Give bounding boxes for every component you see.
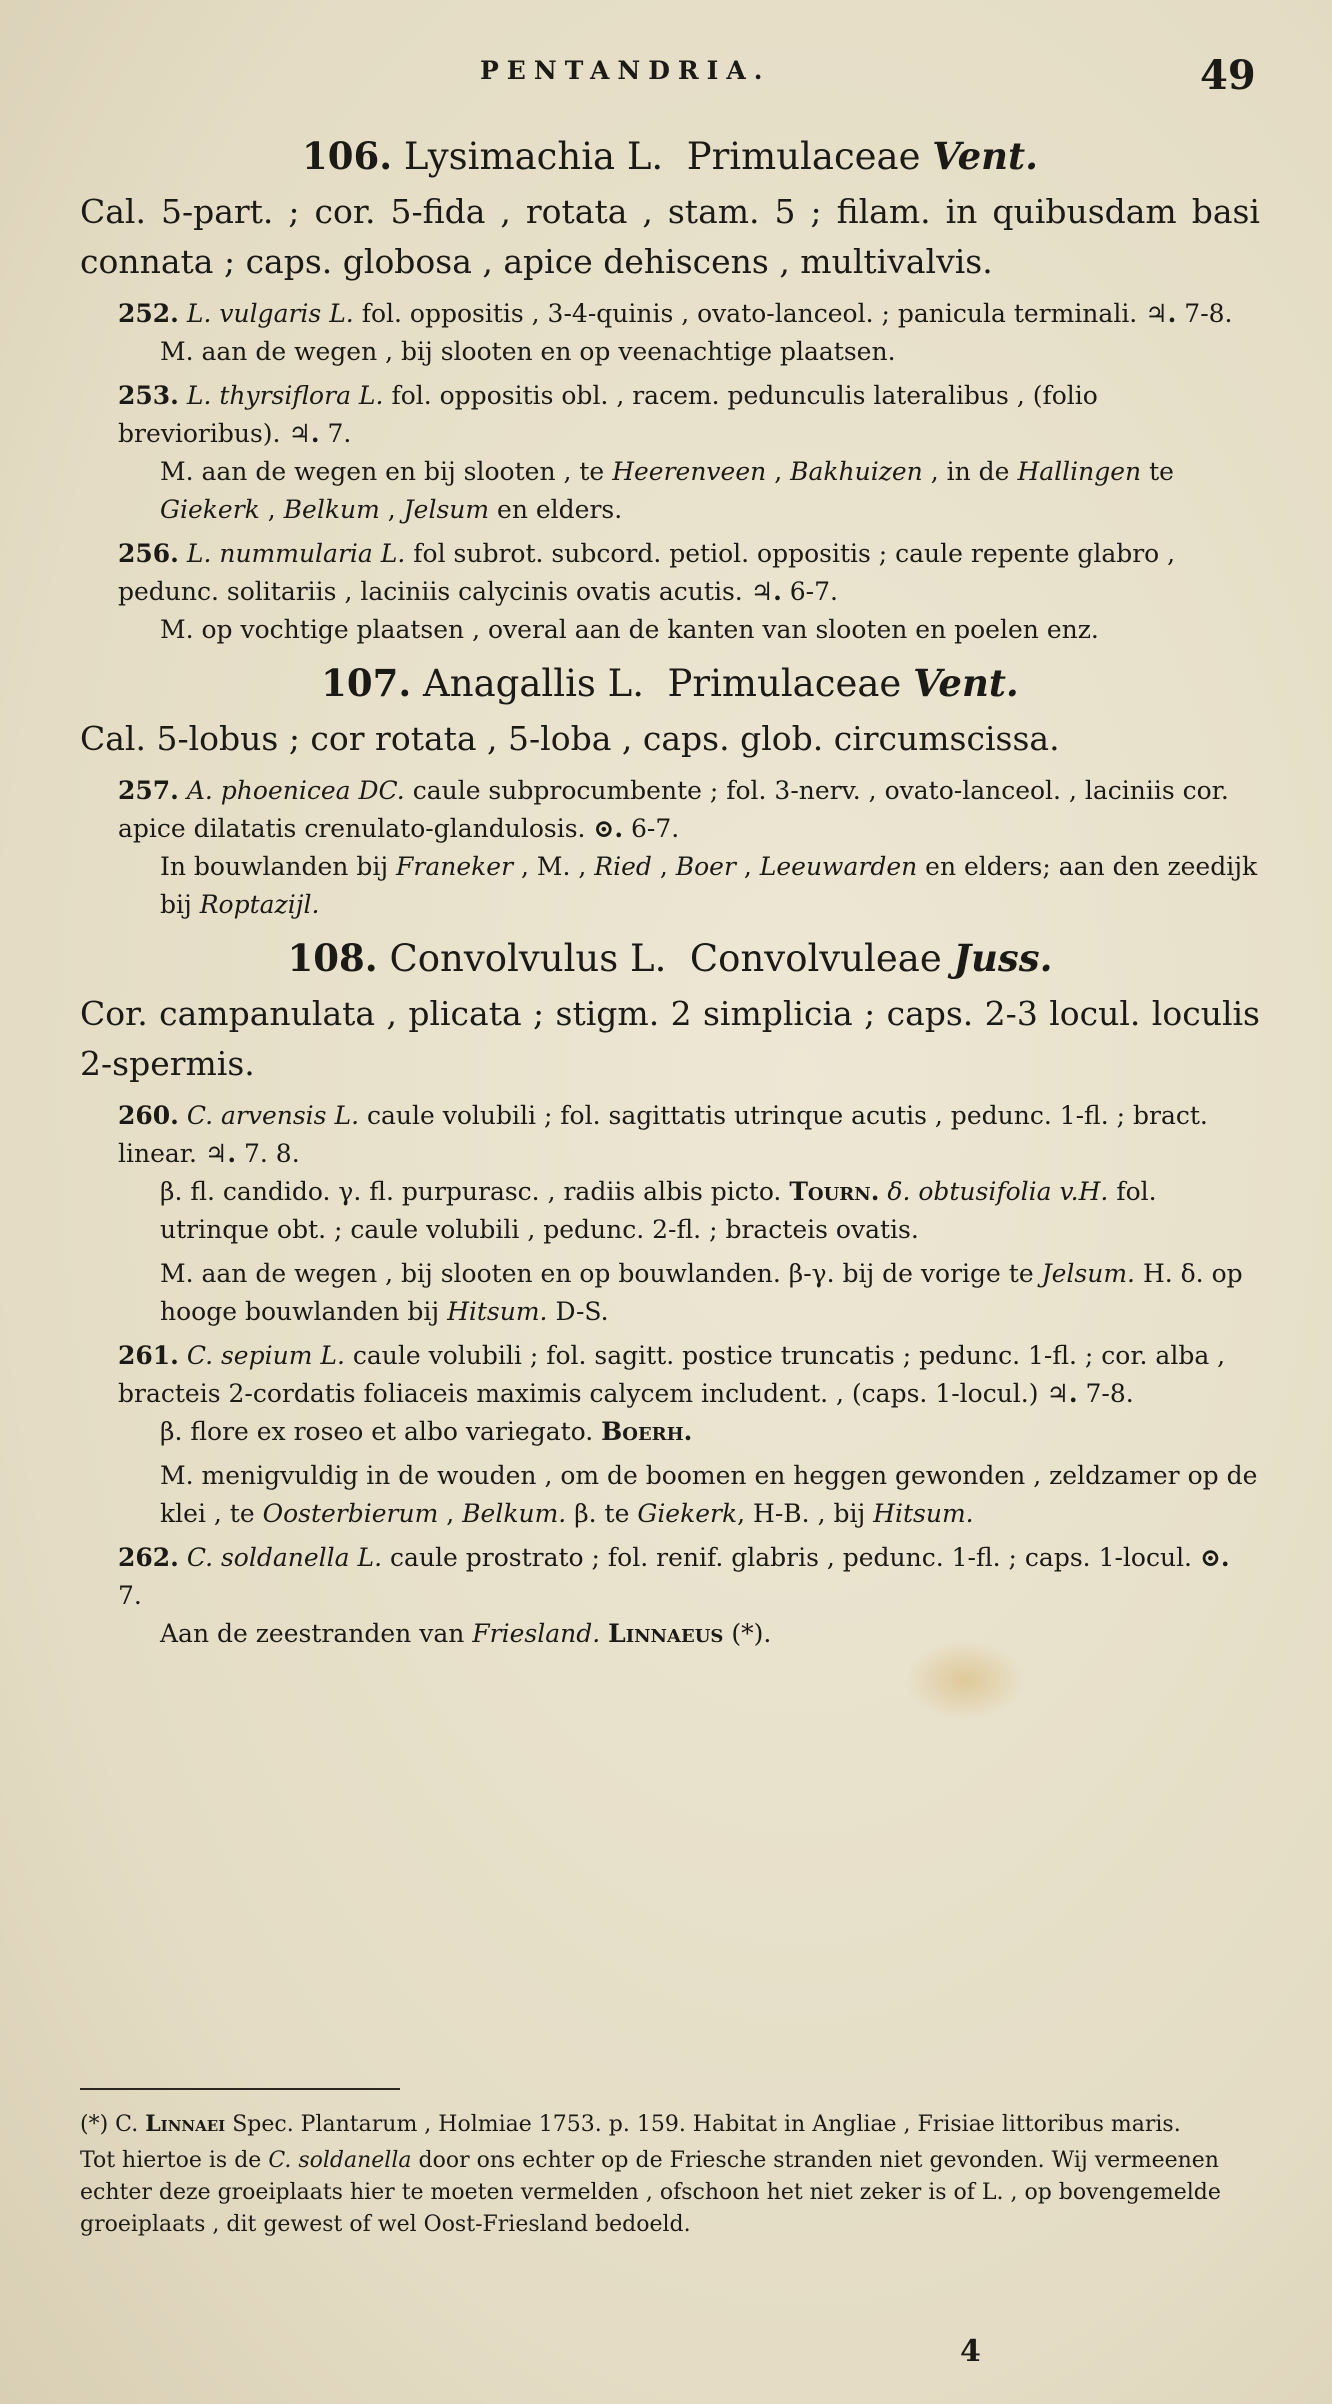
annual-symbol: ⊙. xyxy=(1199,1543,1230,1572)
annual-symbol: ⊙. xyxy=(593,814,624,843)
locality-260: M. aan de wegen , bij slooten en op bouwlanden. β-γ. bij de vorige te Jelsum. H. δ. op hooge bouwlanden bij Hitsum. D-S. xyxy=(160,1259,1243,1326)
species-257: 257. A. phoenicea DC. caule subprocumbente ; fol. 3-nerv. , ovato-lanceol. , laciniis cor. apice dilatatis crenulato-glandulosis. ⊙. 6-7. xyxy=(118,776,1229,843)
locality-262: Aan de zeestranden van Friesland. Linnaeus (*). xyxy=(160,1619,772,1648)
footnotes xyxy=(80,2108,1260,2241)
perennial-symbol: ♃. xyxy=(1145,299,1177,328)
species-261: 261. C. sepium L. caule volubili ; fol. sagitt. postice truncatis ; pedunc. 1-fl. ; cor. alba , bracteis 2-cordatis foliaceis maximis calycem includent. , (caps. 1-locul.) ♃. 7-8. xyxy=(118,1341,1226,1408)
signature-mark: 4 xyxy=(960,2334,981,2369)
perennial-symbol: ♃. xyxy=(750,577,782,606)
locality-261: M. menigvuldig in de wouden , om de boomen en heggen gewonden , zeldzamer op de klei , te Oosterbierum , Belkum. β. te Giekerk, H-B. , bij Hitsum. xyxy=(160,1461,1258,1528)
species-252: 252. L. vulgaris L. fol. oppositis , 3-4-quinis , ovato-lanceol. ; panicula terminali. ♃. 7-8. xyxy=(118,299,1233,328)
running-header: PENTANDRIA. xyxy=(480,56,771,85)
footnote-2: Tot hiertoe is de C. soldanella door ons echter op de Friesche stranden niet gevonden. Wij vermeenen echter deze groeiplaats hier te moeten vermelden , ofschoon het niet zeker is of L. , op bovengemelde groeiplaats , dit gewest of wel Oost-Friesland bedoeld. xyxy=(80,2148,1221,2237)
variety-260: β. fl. candido. γ. fl. purpurasc. , radiis albis picto. Tourn. δ. obtusifolia v.H. fol. utrinque obt. ; caule volubili , pedunc. 2-fl. ; bracteis ovatis. xyxy=(160,1177,1157,1244)
page-number: 49 xyxy=(1200,52,1256,99)
species-253: 253. L. thyrsiflora L. fol. oppositis obl. , racem. pedunculis lateralibus , (folio brevioribus). ♃. 7. xyxy=(118,381,1098,448)
footnote-1: (*) C. Linnaei Spec. Plantarum , Holmiae 1753. p. 159. Habitat in Angliae , Frisiae littoribus maris. xyxy=(80,2111,1181,2137)
locality-257: In bouwlanden bij Franeker , M. , Ried , Boer , Leeuwarden en elders; aan den zeedijk bij Roptazijl. xyxy=(160,852,1258,919)
species-262: 262. C. soldanella L. caule prostrato ; fol. renif. glabris , pedunc. 1-fl. ; caps. 1-locul. ⊙. 7. xyxy=(118,1543,1230,1610)
genus-description-107: Cal. 5-lobus ; cor rotata , 5-loba , caps. glob. circumscissa. xyxy=(80,719,1060,758)
page-content xyxy=(80,128,1260,1659)
species-260: 260. C. arvensis L. caule volubili ; fol. sagittatis utrinque acutis , pedunc. 1-fl. ; bract. linear. ♃. 7. 8. xyxy=(118,1101,1208,1168)
footnote-rule xyxy=(80,2088,400,2090)
perennial-symbol: ♃. xyxy=(288,419,320,448)
perennial-symbol: ♃. xyxy=(1046,1379,1078,1408)
genus-description-108: Cor. campanulata , plicata ; stigm. 2 simplicia ; caps. 2-3 locul. loculis 2-spermis. xyxy=(80,994,1260,1083)
genus-description-106: Cal. 5-part. ; cor. 5-fida , rotata , stam. 5 ; filam. in quibusdam basi connata ; caps. globosa , apice dehiscens , multivalvis. xyxy=(80,192,1260,281)
genus-heading-107: 107. Anagallis L. Primulaceae Vent. xyxy=(321,661,1019,705)
locality-253: M. aan de wegen en bij slooten , te Heerenveen , Bakhuizen , in de Hallingen te Giekerk , Belkum , Jelsum en elders. xyxy=(160,457,1174,524)
genus-heading-106: 106. Lysimachia L. Primulaceae Vent. xyxy=(301,134,1039,178)
variety-261: β. flore ex roseo et albo variegato. Boerh. xyxy=(160,1417,693,1446)
locality-256: M. op vochtige plaatsen , overal aan de kanten van slooten en poelen enz. xyxy=(160,615,1099,644)
locality-252: M. aan de wegen , bij slooten en op veenachtige plaatsen. xyxy=(160,337,896,366)
perennial-symbol: ♃. xyxy=(204,1139,237,1168)
species-256: 256. L. nummularia L. fol subrot. subcord. petiol. oppositis ; caule repente glabro , pedunc. solitariis , laciniis calycinis ovatis acutis. ♃. 6-7. xyxy=(118,539,1176,606)
genus-heading-108: 108. Convolvulus L. Convolvuleae Juss. xyxy=(287,936,1053,980)
